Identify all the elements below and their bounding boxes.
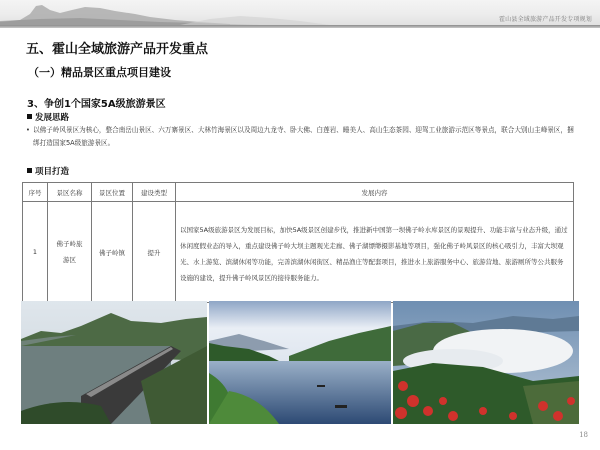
project-table	[22, 182, 574, 303]
cell-location: 佛子岭镇	[92, 202, 133, 303]
section-heading: 五、霍山全域旅游产品开发重点	[26, 42, 209, 57]
mountain-clouds-azaleas-photo	[393, 301, 579, 424]
table-header-row	[23, 183, 574, 202]
col-header-type: 建设类型	[133, 183, 176, 202]
paragraph-text: 以佛子岭风景区为核心，整合南岳山景区、六万寨景区、大林竹海景区以及周边九龙寺、卧大佛、白莲岩、睡美人、高山生态茶园、迎驾工业旅游示范区等景点，联合大别山主峰景区，捆绑打造国家5A级旅游景区。	[33, 126, 574, 147]
page-number: 18	[579, 431, 588, 439]
cell-name: 佛子岭旅游区	[48, 202, 92, 303]
project-label: 项目打造	[35, 167, 70, 177]
square-bullet-icon	[27, 114, 32, 119]
dam-and-reservoir-photo	[21, 301, 207, 424]
cell-type: 提升	[133, 202, 176, 303]
col-header-content: 发展内容	[176, 183, 574, 202]
subsection-heading: （一）精品景区重点项目建设	[28, 66, 171, 79]
header-banner	[0, 0, 600, 25]
bullet-icon: •	[26, 126, 30, 134]
header-divider	[0, 25, 600, 28]
development-idea-paragraph	[26, 124, 578, 150]
col-header-name: 景区名称	[48, 183, 92, 202]
table-row	[23, 202, 574, 303]
item-heading: 3、争创1个国家5A级旅游景区	[27, 99, 166, 110]
square-bullet-icon	[27, 168, 32, 173]
col-header-location: 景区位置	[92, 183, 133, 202]
lake-with-boats-photo	[209, 301, 391, 424]
document-title: 霍山县全域旅游产品开发专项规划	[498, 16, 592, 23]
development-idea-label: 发展思路	[35, 113, 70, 123]
col-header-index: 序号	[23, 183, 48, 202]
development-idea-heading	[27, 111, 69, 123]
project-heading	[27, 165, 69, 177]
cell-content: 以国家5A级旅游景区为发展目标，加快5A级景区创建步伐，推进新中国第一坝佛子岭水库景区的景观提升、功能丰富与业态升级，通过休闲度假业态的导入，重点建设佛子岭大坝主题观光走廊、佛子湖缥缈摄影基地等项目，强化佛子岭风景区的核心吸引力，丰富大坝观光、水上游览、滨湖休闲等功能，完善滨湖休闲街区、精品渔庄等配套项目，推进水上旅游服务中心、旅游营地、旅游厕所等公共服务设施的建设，提升佛子岭风景区的接待服务能力。	[176, 202, 574, 303]
cell-index: 1	[23, 202, 48, 303]
photo-strip	[21, 301, 583, 425]
